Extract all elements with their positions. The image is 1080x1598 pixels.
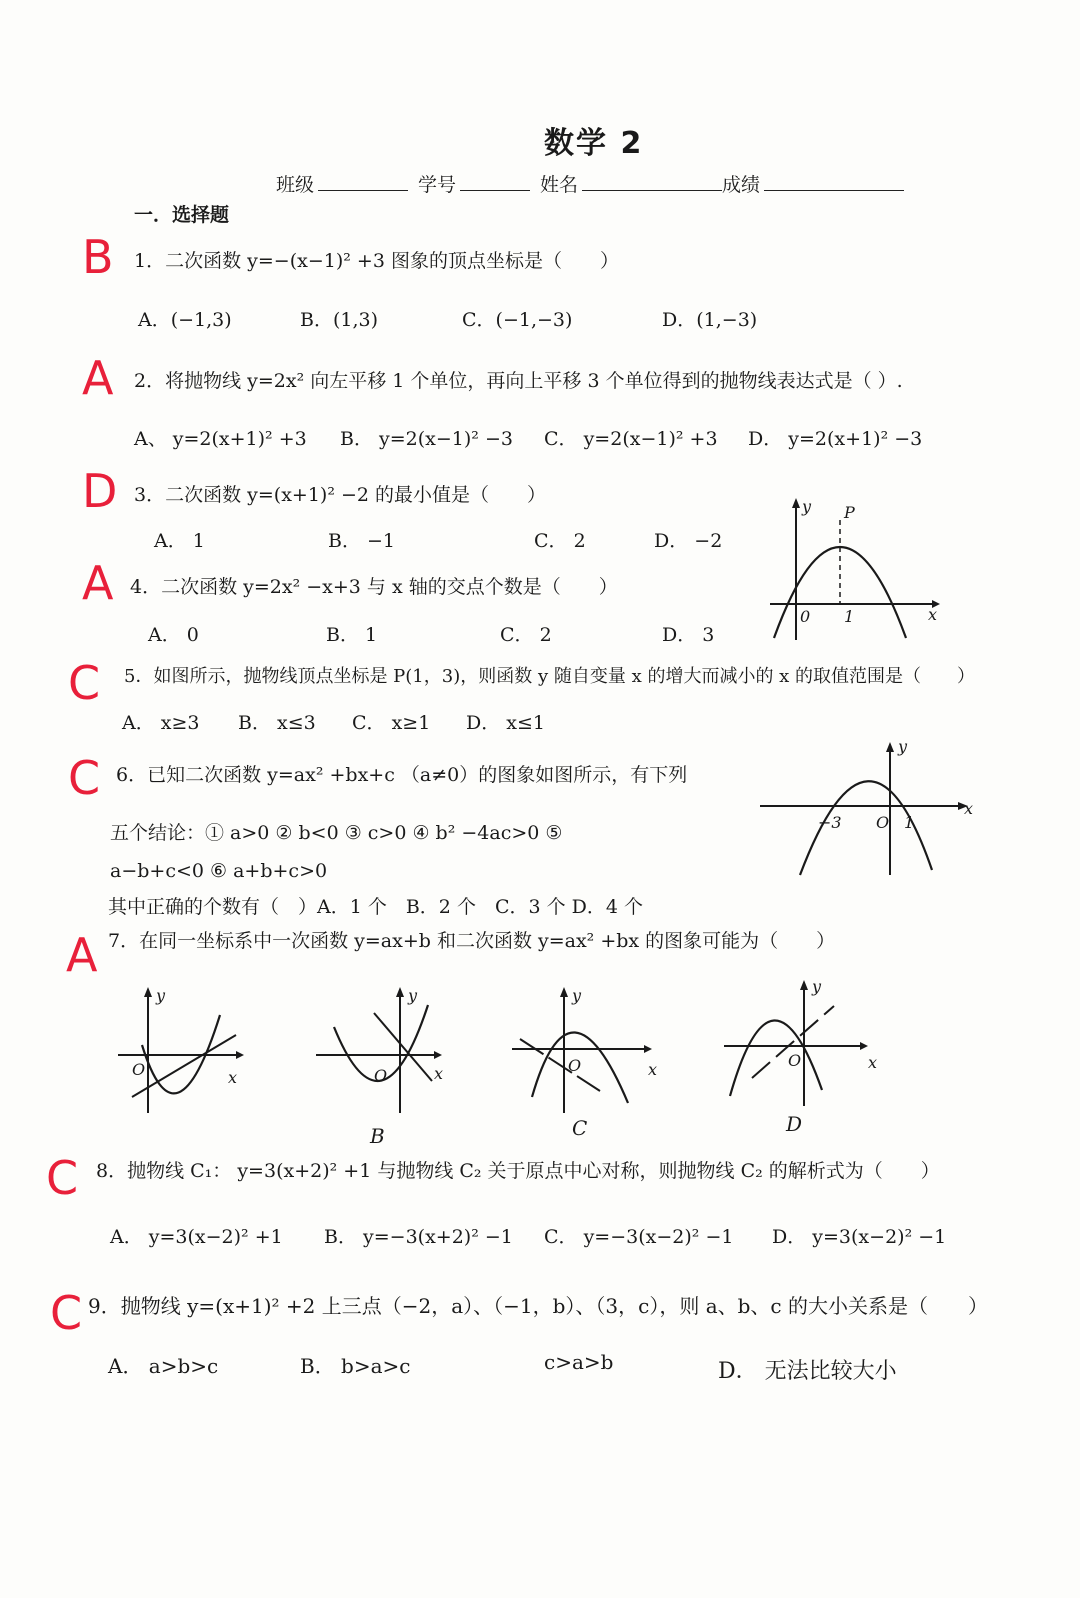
score-field-line[interactable] bbox=[764, 190, 904, 191]
q5-option-d[interactable]: D． x≤1 bbox=[466, 712, 545, 734]
q7-graph-b bbox=[312, 985, 452, 1115]
question-6-conclusions-cont: a−b+c<0 ⑥ a+b+c>0 bbox=[110, 860, 328, 882]
q9-option-b[interactable]: B． b>a>c bbox=[300, 1354, 411, 1378]
q7-caption-d[interactable]: D bbox=[786, 1112, 803, 1136]
q7c-x-label: x bbox=[648, 1060, 658, 1079]
q3-option-b[interactable]: B． −1 bbox=[328, 530, 396, 552]
q2-option-b[interactable]: B． y=2(x−1)² −3 bbox=[340, 428, 513, 450]
q5-option-b[interactable]: B． x≤3 bbox=[238, 712, 316, 734]
answer-mark-4: A bbox=[82, 556, 114, 610]
page-title: 数学 2 bbox=[544, 126, 644, 161]
answer-mark-5: C bbox=[68, 656, 101, 710]
q3-option-a[interactable]: A． 1 bbox=[154, 530, 205, 552]
question-8-text: 8．抛物线 C₁： y=3(x+2)² +1 与抛物线 C₂ 关于原点中心对称，则抛物线 C₂ 的解析式为（ ） bbox=[96, 1160, 940, 1182]
q4-option-d[interactable]: D． 3 bbox=[662, 624, 715, 646]
question-5-text: 5．如图所示，抛物线顶点坐标是 P(1，3)，则函数 y 随自变量 x 的增大而减小的 x 的取值范围是（ ） bbox=[124, 666, 976, 687]
q8-option-a[interactable]: A． y=3(x−2)² +1 bbox=[110, 1226, 283, 1248]
class-field-label: 班级 bbox=[276, 174, 315, 196]
q6-y-label: y bbox=[898, 737, 908, 756]
question-1-text: 1．二次函数 y=−(x−1)² +3 图象的顶点坐标是（ ） bbox=[134, 250, 619, 272]
q6-origin-label: O bbox=[876, 813, 890, 832]
question-6-text: 6．已知二次函数 y=ax² +bx+c （a≠0）的图象如图所示，有下列 bbox=[116, 764, 688, 786]
q7-caption-c[interactable]: C bbox=[572, 1116, 588, 1140]
q7d-y-label: y bbox=[812, 977, 822, 996]
q4-option-a[interactable]: A． 0 bbox=[148, 624, 199, 646]
q8-option-c[interactable]: C． y=−3(x−2)² −1 bbox=[544, 1226, 734, 1248]
answer-mark-2: A bbox=[82, 351, 114, 405]
q4-option-b[interactable]: B． 1 bbox=[326, 624, 378, 646]
q9-option-a[interactable]: A． a>b>c bbox=[108, 1354, 219, 1378]
q2-option-c[interactable]: C． y=2(x−1)² +3 bbox=[544, 428, 718, 450]
q4-option-c[interactable]: C． 2 bbox=[500, 624, 552, 646]
question-6-options[interactable]: 其中正确的个数有（ ）A．1 个 B．2 个 C．3 个 D．4 个 bbox=[108, 896, 644, 918]
q6-one-label: 1 bbox=[904, 813, 915, 832]
question-9-text: 9．抛物线 y=(x+1)² +2 上三点（−2，a）、（−1，b）、（3，c），则 a、b、c 的大小关系是（ ） bbox=[88, 1294, 988, 1318]
q5-y-label: y bbox=[802, 497, 812, 516]
id-field-label: 学号 bbox=[418, 174, 457, 196]
answer-mark-8: C bbox=[46, 1151, 79, 1205]
name-field-line[interactable] bbox=[582, 190, 722, 191]
question-4-text: 4．二次函数 y=2x² −x+3 与 x 轴的交点个数是（ ） bbox=[130, 576, 618, 598]
id-field-line[interactable] bbox=[460, 190, 530, 191]
q7-graph-c bbox=[508, 985, 658, 1115]
q7b-origin-label: O bbox=[374, 1066, 388, 1085]
q5-one-label: 1 bbox=[844, 607, 855, 626]
q7b-x-label: x bbox=[434, 1064, 444, 1083]
q7-caption-b[interactable]: B bbox=[370, 1124, 385, 1148]
section-heading: 一．选择题 bbox=[134, 204, 230, 226]
q6-parabola-figure bbox=[760, 737, 974, 880]
class-field-line[interactable] bbox=[318, 190, 408, 191]
q7c-origin-label: O bbox=[568, 1056, 582, 1075]
q8-option-b[interactable]: B． y=−3(x+2)² −1 bbox=[324, 1226, 513, 1248]
q6-y-arrow bbox=[886, 742, 894, 752]
q2-option-a[interactable]: A、 y=2(x+1)² +3 bbox=[134, 428, 307, 450]
q5-vertex-label: P bbox=[844, 503, 855, 522]
q5-option-a[interactable]: A． x≥3 bbox=[122, 712, 200, 734]
score-field-label: 成绩 bbox=[722, 174, 761, 196]
q7a-y-label: y bbox=[156, 986, 166, 1005]
q7-graph-a bbox=[110, 985, 250, 1115]
q9-option-c[interactable]: c>a>b bbox=[544, 1350, 614, 1374]
question-2-text: 2．将抛物线 y=2x² 向左平移 1 个单位，再向上平移 3 个单位得到的抛物线表达式是（ ）. bbox=[134, 370, 903, 392]
q7c-y-label: y bbox=[572, 986, 582, 1005]
answer-mark-3: D bbox=[82, 464, 118, 518]
answer-mark-9: C bbox=[50, 1286, 83, 1340]
q1-option-d[interactable]: D．(1,−3) bbox=[662, 309, 758, 331]
q7a-origin-label: O bbox=[132, 1060, 146, 1079]
q2-option-d[interactable]: D． y=2(x+1)² −3 bbox=[748, 428, 923, 450]
q5-x-label: x bbox=[928, 605, 938, 624]
q5-y-arrow bbox=[792, 498, 800, 508]
q7d-x-label: x bbox=[868, 1053, 878, 1072]
answer-mark-6: C bbox=[68, 751, 101, 805]
q1-option-c[interactable]: C．(−1,−3) bbox=[462, 309, 573, 331]
q7d-origin-label: O bbox=[788, 1051, 802, 1070]
q7b-y-label: y bbox=[408, 986, 418, 1005]
q5-origin-label: 0 bbox=[800, 607, 811, 626]
q6-x-label: x bbox=[964, 799, 974, 818]
question-7-text: 7．在同一坐标系中一次函数 y=ax+b 和二次函数 y=ax² +bx 的图象可能为（ ） bbox=[108, 930, 836, 952]
q7a-x-label: x bbox=[228, 1068, 238, 1087]
q7-graph-d bbox=[722, 978, 882, 1108]
q5-option-c[interactable]: C． x≥1 bbox=[352, 712, 431, 734]
q8-option-d[interactable]: D． y=3(x−2)² −1 bbox=[772, 1226, 947, 1248]
q3-option-c[interactable]: C． 2 bbox=[534, 530, 586, 552]
q3-option-d[interactable]: D． −2 bbox=[654, 530, 723, 552]
question-3-text: 3．二次函数 y=(x+1)² −2 的最小值是（ ） bbox=[134, 484, 547, 506]
name-field-label: 姓名 bbox=[540, 174, 579, 196]
q1-option-a[interactable]: A．(−1,3) bbox=[138, 309, 232, 331]
answer-mark-1: B bbox=[82, 230, 114, 284]
q9-option-d[interactable]: D． 无法比较大小 bbox=[718, 1359, 897, 1384]
q5-parabola-figure bbox=[760, 496, 940, 646]
question-6-conclusions: 五个结论：① a>0 ② b<0 ③ c>0 ④ b² −4ac>0 ⑤ bbox=[110, 822, 563, 844]
answer-mark-7: A bbox=[66, 928, 98, 982]
q6-neg3-label: −3 bbox=[818, 813, 842, 832]
q1-option-b[interactable]: B．(1,3) bbox=[300, 309, 379, 331]
